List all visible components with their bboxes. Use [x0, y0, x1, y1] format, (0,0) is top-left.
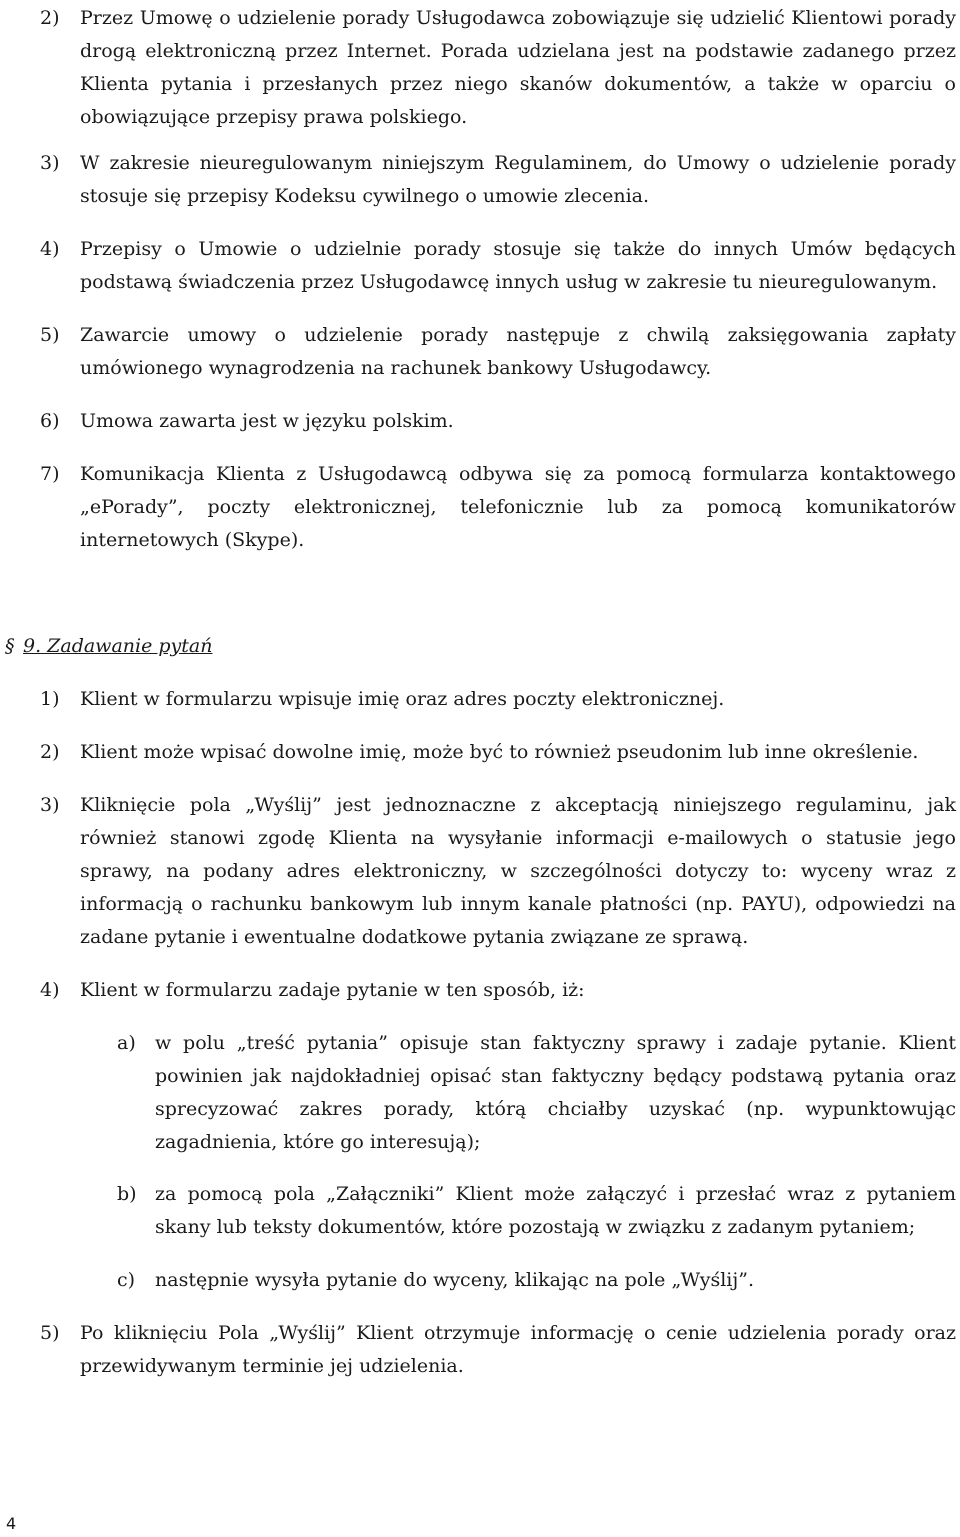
item-text: Przez Umowę o udzielenie porady Usługodawca zobowiązuje się udzielić Klientowi porady drogą elektroniczną przez Internet. Porada udzielana jest na podstawie zadanego przez Klienta pytania i przesłanych przez niego skanów dokumentów, a także w oparciu o obowiązujące przepisy prawa polskiego.	[80, 7, 956, 128]
item-text: Klient może wpisać dowolne imię, może być to również pseudonim lub inne określenie.	[80, 741, 919, 763]
section-heading	[5, 630, 212, 663]
item-text: Zawarcie umowy o udzielenie porady następuje z chwilą zaksięgowania zapłaty umówionego wynagrodzenia na rachunek bankowy Usługodawcy.	[80, 324, 956, 379]
list-item	[40, 458, 956, 557]
sub-item-text: następnie wysyła pytanie do wyceny, klikając na pole „Wyślij”.	[155, 1269, 755, 1291]
item-number: 1)	[40, 688, 60, 710]
sub-item-letter: a)	[117, 1032, 136, 1054]
sub-list-item	[117, 1264, 956, 1297]
item-text: W zakresie nieuregulowanym niniejszym Regulaminem, do Umowy o udzielenie porady stosuje się przepisy Kodeksu cywilnego o umowie zlecenia.	[80, 152, 956, 207]
sub-item-text: w polu „treść pytania” opisuje stan faktyczny sprawy i zadaje pytanie. Klient powinien jak najdokładniej opisać stan faktyczny będący podstawą pytania oraz sprecyzować zakres porady, którą chciałby uzyskać (np. wypunktowując zagadnienia, które go interesują);	[155, 1032, 956, 1153]
item-number: 2)	[40, 7, 60, 29]
list-item	[40, 233, 956, 299]
section-mark: §	[5, 635, 15, 657]
item-number: 5)	[40, 1322, 60, 1344]
sub-list-item	[117, 1178, 956, 1244]
item-text: Po kliknięciu Pola „Wyślij” Klient otrzymuje informację o cenie udzielenia porady oraz przewidywanym terminie jej udzielenia.	[80, 1322, 956, 1377]
list-item	[40, 789, 956, 954]
sub-item-text: za pomocą pola „Załączniki” Klient może załączyć i przesłać wraz z pytaniem skany lub teksty dokumentów, które pozostają w związku z zadanym pytaniem;	[155, 1183, 956, 1238]
item-number: 6)	[40, 410, 60, 432]
list-item	[40, 147, 956, 213]
item-text: Umowa zawarta jest w języku polskim.	[80, 410, 454, 432]
item-text: Klient w formularzu wpisuje imię oraz adres poczty elektronicznej.	[80, 688, 725, 710]
item-text: Komunikacja Klienta z Usługodawcą odbywa się za pomocą formularza kontaktowego „ePorady”, poczty elektronicznej, telefonicznie lub za pomocą komunikatorów internetowych (Skype).	[80, 463, 956, 551]
item-text: Przepisy o Umowie o udzielnie porady stosuje się także do innych Umów będących podstawą świadczenia przez Usługodawcę innych usług w zakresie tu nieuregulowanym.	[80, 238, 956, 293]
item-number: 5)	[40, 324, 60, 346]
page-number: 4	[6, 1514, 17, 1533]
item-number: 3)	[40, 794, 60, 816]
list-item	[40, 1317, 956, 1383]
list-item	[40, 405, 956, 438]
list-item	[40, 736, 956, 769]
section-title: 9. Zadawanie pytań	[23, 635, 213, 657]
item-number: 4)	[40, 979, 60, 1001]
item-number: 3)	[40, 152, 60, 174]
sub-item-letter: c)	[117, 1269, 136, 1291]
list-item	[40, 2, 956, 134]
list-item	[40, 683, 956, 716]
item-text: Kliknięcie pola „Wyślij” jest jednoznaczne z akceptacją niniejszego regulaminu, jak również stanowi zgodę Klienta na wysyłanie informacji e-mailowych o statusie jego sprawy, na podany adres elektroniczny, w szczególności dotyczy to: wyceny wraz z informacją o rachunku bankowym lub innym kanale płatności (np. PAYU), odpowiedzi na zadane pytanie i ewentualne dodatkowe pytania związane ze sprawą.	[80, 794, 956, 948]
item-number: 2)	[40, 741, 60, 763]
item-number: 4)	[40, 238, 60, 260]
sub-item-letter: b)	[117, 1183, 137, 1205]
sub-list-item	[117, 1027, 956, 1159]
item-number: 7)	[40, 463, 60, 485]
list-item	[40, 974, 956, 1007]
list-item	[40, 319, 956, 385]
item-text: Klient w formularzu zadaje pytanie w ten sposób, iż:	[80, 979, 585, 1001]
